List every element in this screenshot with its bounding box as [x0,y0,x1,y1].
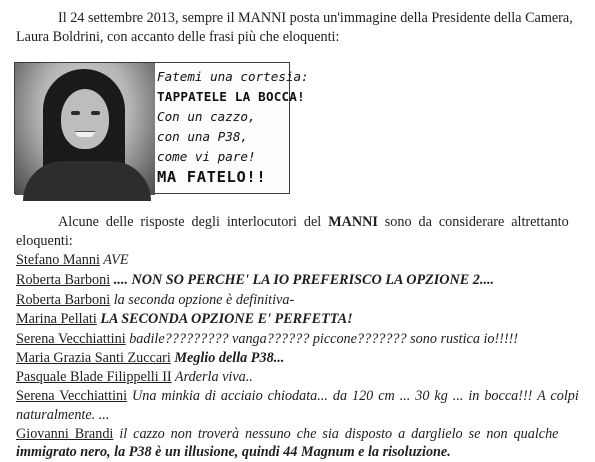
comment-text: .... NON SO PERCHE' LA IO PREFERISCO LA OPZIONE 2.... [110,272,495,288]
comment-author: Giovanni Brandi [16,426,114,442]
meme-line-6: MA FATELO!! [157,168,267,186]
comment-text: Meglio della P38... [170,350,285,366]
portrait-photo [15,63,155,195]
comment-8 [16,387,579,406]
meme-image [14,62,309,194]
lead-line-2: eloquenti: [16,233,73,249]
intro-line-1: Il 24 settembre 2013, sempre il MANNI posta un'immagine della Presidente della Camera, [58,10,573,26]
comment-author: Serena Vecchiattini [16,388,128,404]
comment-text: Una minkia di acciaio chiodata... da 120 cm ... 30 kg ... in bocca!!! A colpi [127,388,579,404]
intro-line-2: Laura Boldrini, con accanto delle frasi più che eloquenti: [16,29,340,45]
comment-7 [16,368,253,387]
comment-8-continuation: naturalmente. ... [16,407,110,423]
comment-author: Marina Pellati [16,311,97,327]
meme-line-3: Con un cazzo, [157,109,256,124]
comment-1 [16,251,129,270]
comment-author: Stefano Manni [16,252,100,268]
meme-line-4: con una P38, [157,129,248,144]
comment-text: badile????????? vanga?????? piccone??????? sono rustica io!!!!! [125,331,519,347]
comment-text: LA SECONDA OPZIONE E' PERFETTA! [96,311,353,327]
meme-line-1: Fatemi una cortesia: [157,69,309,84]
meme-line-5: come vi pare! [157,149,256,164]
comment-6 [16,349,284,368]
comment-author: Pasquale Blade Filippelli II [16,369,172,385]
comment-9 [16,425,558,444]
comment-author: Roberta Barboni [16,292,111,308]
lead-text-a: Alcune delle risposte degli interlocutori del [58,214,329,230]
comment-4 [16,310,353,329]
comment-9-continuation: immigrato nero, la P38 è un illusione, quindi 44 Magnum e la risoluzione. [16,444,451,460]
comment-author: Serena Vecchiattini [16,331,126,347]
lead-manni: MANNI [328,214,378,230]
lead-line-1 [58,213,569,232]
comment-author: Roberta Barboni [16,272,111,288]
comment-text: AVE [99,252,129,268]
comment-text: la seconda opzione è definitiva- [110,292,295,308]
comment-3 [16,291,294,310]
comment-2 [16,271,494,290]
comment-author: Maria Grazia Santi Zuccari [16,350,171,366]
lead-text-c: sono da considerare altrettanto [377,214,569,230]
comment-5 [16,330,518,349]
comment-text: il cazzo non troverà nessuno che sia disposto a darglielo se non qualche [113,426,559,442]
comment-text: Arderla viva.. [171,369,253,385]
meme-line-2: TAPPATELE LA BOCCA! [157,89,305,104]
